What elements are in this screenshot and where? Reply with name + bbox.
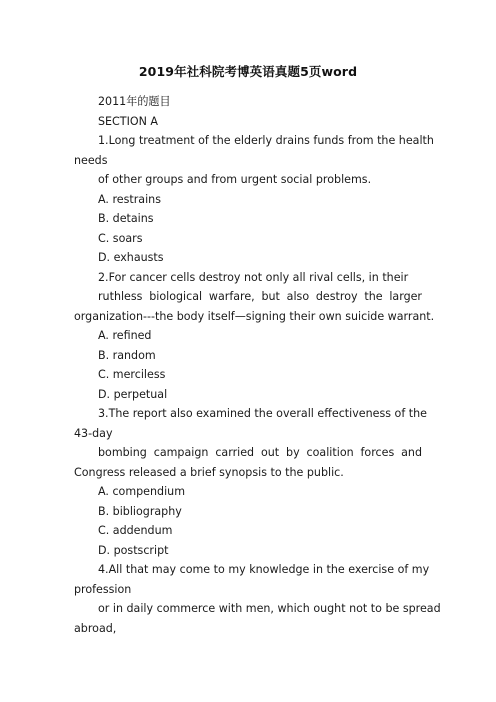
question-1-line-3: of other groups and from urgent social problems. xyxy=(98,173,372,186)
question-3-line-3: bombing campaign carried out by coalition forces and xyxy=(98,446,422,459)
question-2-line-1: 2.For cancer cells destroy not only all rival cells, in their xyxy=(98,270,409,284)
question-1-option-c: C. soars xyxy=(98,231,143,245)
question-2-option-a: A. refined xyxy=(98,329,152,342)
question-3-option-a: A. compendium xyxy=(98,485,186,498)
question-4-line-4: abroad, xyxy=(74,621,117,635)
question-2-option-d: D. perpetual xyxy=(98,387,168,401)
year-heading: 2011年的题目 xyxy=(98,95,171,108)
question-3-line-1: 3.The report also examined the overall effectiveness of the xyxy=(98,407,427,420)
question-1-option-d: D. exhausts xyxy=(98,251,164,264)
document-body xyxy=(74,92,441,638)
question-4-line-3: or in daily commerce with men, which ought not to be spread xyxy=(98,602,441,615)
question-3-option-d: D. postscript xyxy=(98,543,169,557)
question-4-line-1: 4.All that may come to my knowledge in the exercise of my xyxy=(98,563,430,576)
question-1-line-1: 1.Long treatment of the elderly drains funds from the health xyxy=(98,134,434,147)
question-1-option-b: B. detains xyxy=(98,212,154,225)
question-4-line-2: profession xyxy=(74,582,132,596)
question-3-line-4: Congress released a brief synopsis to the public. xyxy=(74,465,344,479)
section-heading: SECTION A xyxy=(98,114,158,128)
question-2-option-b: B. random xyxy=(98,348,156,362)
question-2-line-3: organization---the body itself—signing their own suicide warrant. xyxy=(74,309,435,323)
question-2-line-2: ruthless biological warfare, but also destroy the larger xyxy=(98,290,422,303)
question-3-line-2: 43-day xyxy=(74,426,113,440)
question-2-option-c: C. merciless xyxy=(98,368,166,381)
question-1-line-2: needs xyxy=(74,153,108,167)
question-1-option-a: A. restrains xyxy=(98,192,161,206)
question-3-option-c: C. addendum xyxy=(98,524,173,537)
document-title: 2019年社科院考博英语真题5页word xyxy=(138,64,358,79)
question-3-option-b: B. bibliography xyxy=(98,504,182,518)
